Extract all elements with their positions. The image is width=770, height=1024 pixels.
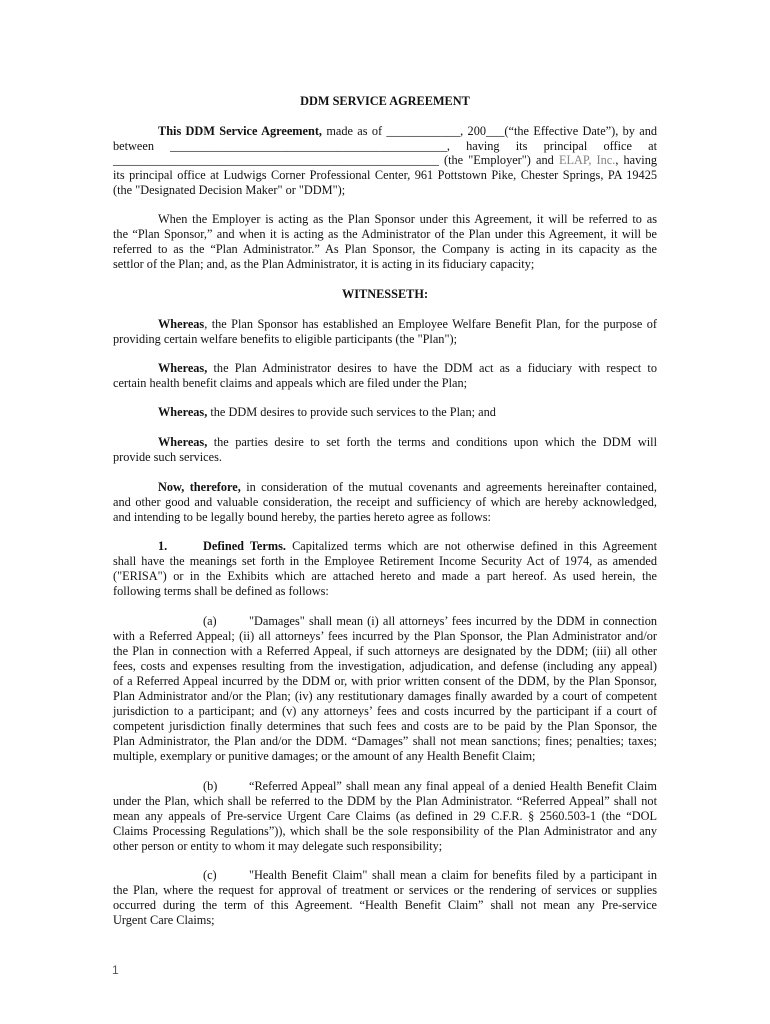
whereas-4-line-1: Whereas, the parties desire to set forth the terms and conditions upon which the DDM will bbox=[158, 435, 657, 449]
elap-name: ELAP, Inc. bbox=[558, 153, 616, 167]
item-a-line-7: jurisdiction to a participant; and (v) any attorneys’ fees and costs incurred by the participant if a court of bbox=[113, 704, 657, 718]
item-b-line-4: Claims Processing Regulations”)), which shall be the sole responsibility of the Plan Administrator and any bbox=[113, 824, 657, 838]
item-a-line-2: with a Referred Appeal; (ii) all attorneys’ fees incurred by the Plan Sponsor, the Plan Administrator and/or bbox=[113, 629, 657, 643]
now-therefore-line-1: Now, therefore, in consideration of the mutual covenants and agreements hereinafter contained, bbox=[158, 480, 657, 494]
item-a-line-6: Plan Administrator and/or the Plan; (iv) any restitutionary damages finally awarded by a court of competent bbox=[113, 689, 657, 703]
now-therefore-line-3: and intending to be legally bound hereby, the parties hereto agree as follows: bbox=[113, 510, 491, 524]
whereas-1-line-1: Whereas, the Plan Sponsor has established an Employee Welfare Benefit Plan, for the purpose of bbox=[158, 317, 657, 331]
item-c-line-3: occurred during the term of this Agreement. “Health Benefit Claim” shall not mean any Pre-service bbox=[113, 898, 657, 912]
witnesseth-heading: WITNESSETH: bbox=[341, 287, 429, 301]
item-a-line-5: of a Referred Appeal incurred by the DDM or, with prior written consent of the DDM, by the Plan Sponsor, bbox=[113, 674, 657, 688]
item-a-line-8: competent jurisdiction finally determines that such fees and costs are to be paid by the Plan Sponsor, the bbox=[113, 719, 657, 733]
section-1-line-2: shall have the meanings set forth in the Employee Retirement Income Security Act of 1974, as amended bbox=[113, 554, 657, 568]
agreement-name: This DDM Service Agreement, bbox=[158, 124, 322, 138]
item-b-line-3: mean any appeals of Pre-service Urgent Care Claims (as defined in 29 C.F.R. § 2560.503-1 (the “DOL bbox=[113, 809, 657, 823]
item-a-label: (a) bbox=[203, 614, 217, 628]
item-b-label: (b) bbox=[203, 779, 218, 793]
whereas-1-line-2: providing certain welfare benefits to eligible participants (the "Plan"); bbox=[113, 332, 457, 346]
sponsor-line-2: the “Plan Sponsor,” and when it is acting as the Administrator of the Plan under this Agreement, it will be bbox=[113, 227, 657, 241]
whereas-2-line-2: certain health benefit claims and appeals which are filed under the Plan; bbox=[113, 376, 468, 390]
item-a-line-10: multiple, exemplary or punitive damages; or the amount of any Health Benefit Claim; bbox=[113, 749, 536, 763]
whereas-4-line-2: provide such services. bbox=[113, 450, 222, 464]
page-number: 1 bbox=[112, 963, 119, 977]
sponsor-line-3: referred to as the “Plan Administrator.” As Plan Sponsor, the Company is acting in its capacity as the bbox=[113, 242, 657, 256]
item-a-line-3: the Plan in connection with a Referred Appeal, if such attorneys are designated by the DDM; (iii) all other bbox=[113, 644, 657, 658]
intro-line-3: _____________________________________________________ (the "Employer") and ELAP, Inc., having bbox=[113, 153, 657, 167]
item-a-line-1: (a) "Damages" shall mean (i) all attorneys’ fees incurred by the DDM in connection bbox=[203, 614, 657, 628]
item-b-line-5: other person or entity to whom it may delegate such responsibility; bbox=[113, 839, 443, 853]
sponsor-line-4: settlor of the Plan; and, as the Plan Administrator, it is acting in its fiduciary capacity; bbox=[113, 257, 535, 271]
document-title: DDM SERVICE AGREEMENT bbox=[300, 94, 470, 108]
section-1-number: 1. bbox=[158, 539, 168, 553]
intro-line-4: its principal office at Ludwigs Corner Professional Center, 961 Pottstown Pike, Chester Springs, PA 19425 bbox=[113, 168, 657, 182]
intro-line-2: between _____________________________________________, having its principal office at bbox=[113, 139, 657, 153]
intro-line-5: (the "Designated Decision Maker" or "DDM"); bbox=[113, 183, 346, 197]
sponsor-line-1: When the Employer is acting as the Plan Sponsor under this Agreement, it will be referred to as bbox=[158, 212, 657, 226]
section-1-line-3: ("ERISA") or in the Exhibits which are attached hereto and made a part hereof. As used herein, the bbox=[113, 569, 657, 583]
intro-line-1: This DDM Service Agreement, made as of ____________, 200___(“the Effective Date”), by and bbox=[158, 124, 657, 138]
section-1-heading: Defined Terms. bbox=[203, 539, 286, 553]
whereas-3-line-1: Whereas, the DDM desires to provide such services to the Plan; and bbox=[158, 405, 496, 419]
section-1-line-1: 1. Defined Terms. Capitalized terms which are not otherwise defined in this Agreement bbox=[158, 539, 658, 553]
whereas-2-line-1: Whereas, the Plan Administrator desires to have the DDM act as a fiduciary with respect to bbox=[158, 361, 657, 375]
now-therefore-line-2: and other good and valuable consideration, the receipt and sufficiency of which are hereby acknowledged, bbox=[113, 495, 657, 509]
section-1-line-4: following terms shall be defined as follows: bbox=[113, 584, 329, 598]
item-b-line-1: (b) “Referred Appeal” shall mean any final appeal of a denied Health Benefit Claim bbox=[203, 779, 657, 793]
item-c-line-2: the Plan, where the request for approval of treatment or services or the rendering of services or supplies bbox=[113, 883, 657, 897]
item-a-line-4: fees, costs and expenses resulting from the investigation, adjudication, and defense (including any appeal) bbox=[113, 659, 657, 673]
item-c-label: (c) bbox=[203, 868, 217, 882]
item-b-line-2: under the Plan, which shall be referred to the DDM by the Plan Administrator. “Referred Appeal” shall not bbox=[113, 794, 657, 808]
item-c-line-1: (c) "Health Benefit Claim" shall mean a claim for benefits filed by a participant in bbox=[203, 868, 657, 882]
item-c-line-4: Urgent Care Claims; bbox=[113, 913, 215, 927]
item-a-line-9: Plan Administrator, the Plan and/or the DDM. “Damages” shall not mean sanctions; fines; penalties; taxes; bbox=[113, 734, 657, 748]
